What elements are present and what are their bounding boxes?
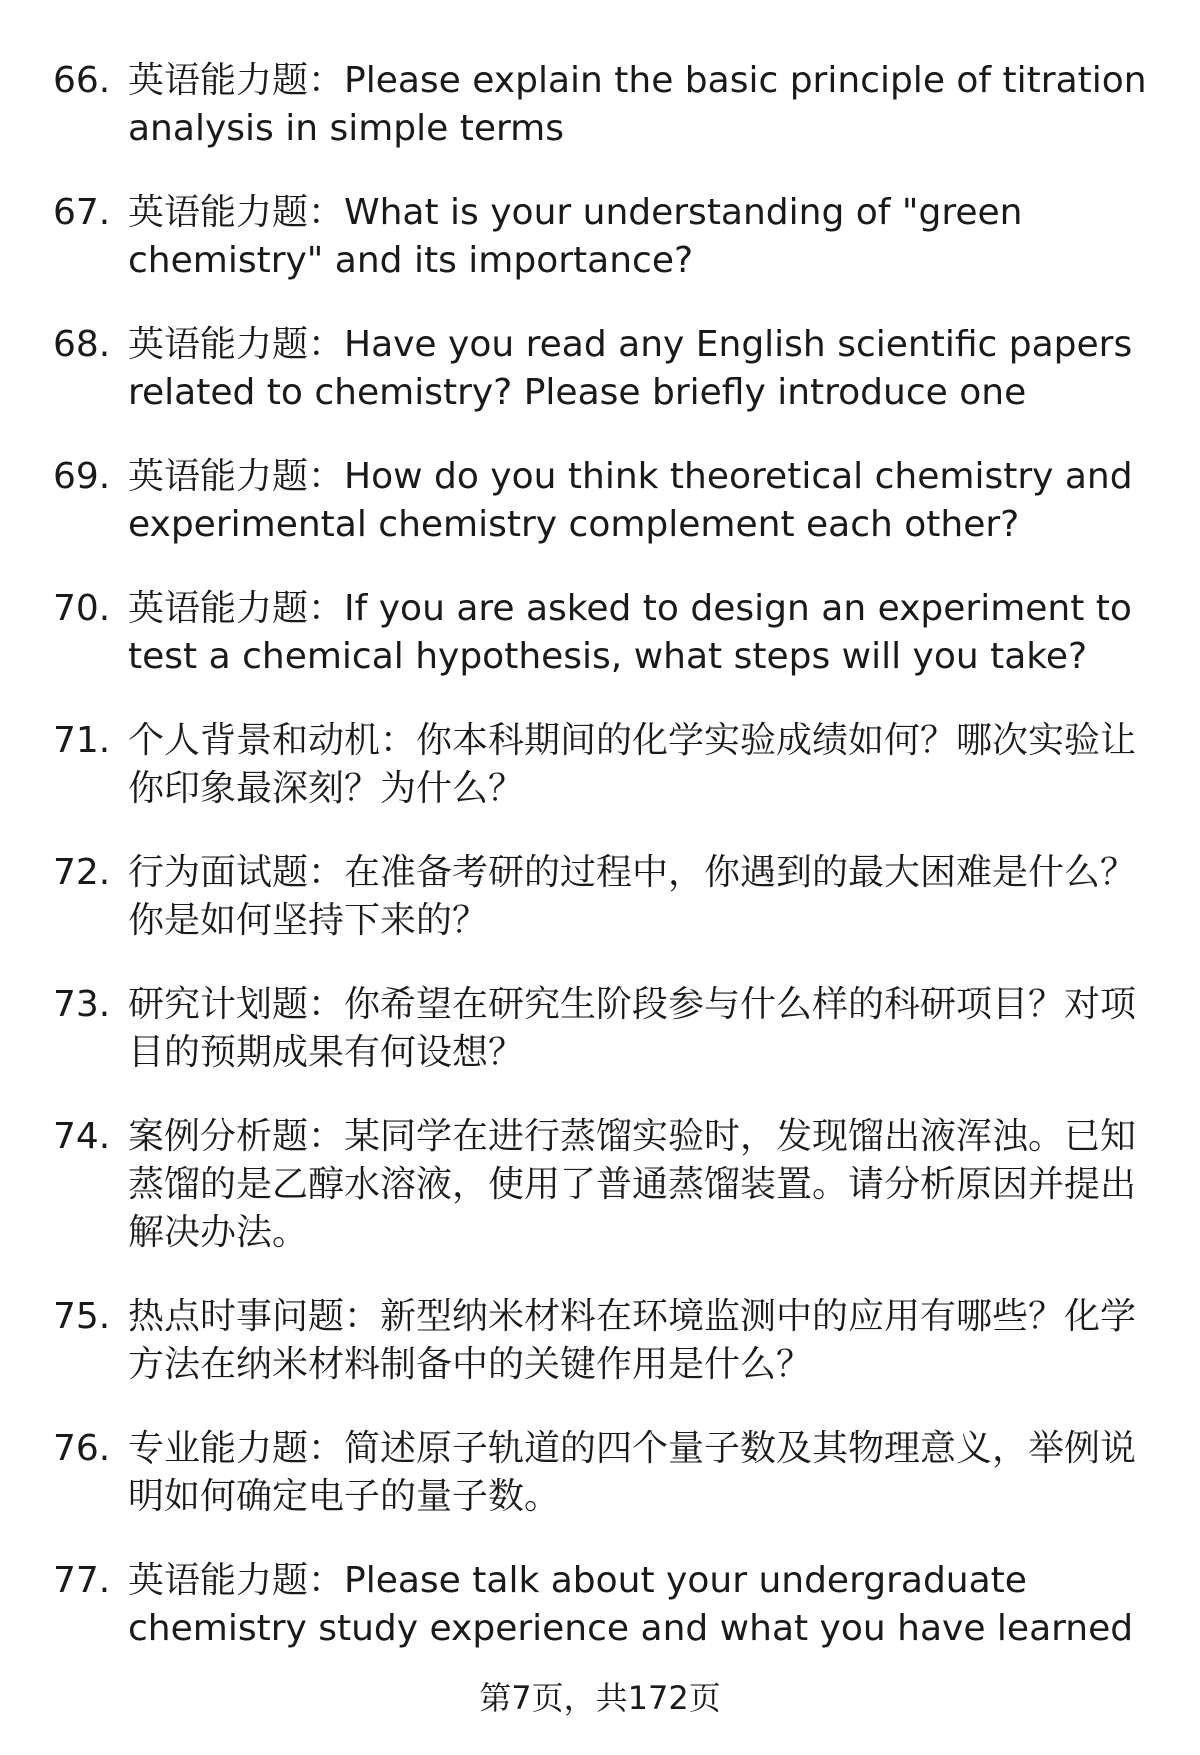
question-item [53,57,1163,153]
question-item [53,189,1163,285]
question-item [53,453,1163,549]
question-number: 71. [53,720,111,761]
question-number: 67. [53,192,111,233]
question-text: 英语能力题：Please talk about your undergraduate chemistry study experience and what you have learned [128,1560,1134,1649]
question-number: 70. [53,588,111,629]
question-number: 76. [53,1428,111,1469]
question-number: 74. [53,1116,111,1157]
question-item [53,1113,1163,1257]
question-text: 英语能力题：What is your understanding of "green chemistry" and its importance? [128,192,1023,281]
question-text: 英语能力题：How do you think theoretical chemistry and experimental chemistry complement each other? [128,456,1133,545]
question-item [53,585,1163,681]
question-number: 77. [53,1560,111,1601]
question-item [53,1557,1163,1653]
question-number: 72. [53,852,111,893]
question-text: 个人背景和动机：你本科期间的化学实验成绩如何？哪次实验让你印象最深刻？为什么？ [128,720,1137,809]
question-text: 行为面试题：在准备考研的过程中，你遇到的最大困难是什么？你是如何坚持下来的？ [128,852,1137,941]
question-number: 68. [53,324,111,365]
question-text: 英语能力题：If you are asked to design an experiment to test a chemical hypothesis, what steps will you take? [128,588,1132,677]
question-number: 73. [53,984,111,1025]
question-text: 案例分析题：某同学在进行蒸馏实验时，发现馏出液浑浊。已知蒸馏的是乙醇水溶液，使用了普通蒸馏装置。请分析原因并提出解决办法。 [128,1116,1137,1253]
question-text: 研究计划题：你希望在研究生阶段参与什么样的科研项目？对项目的预期成果有何设想？ [128,984,1137,1073]
question-item [53,1293,1163,1389]
question-number: 66. [53,60,111,101]
question-text: 热点时事问题：新型纳米材料在环境监测中的应用有哪些？化学方法在纳米材料制备中的关键作用是什么？ [128,1296,1137,1385]
question-item [53,981,1163,1077]
question-text: 英语能力题：Have you read any English scientific papers related to chemistry? Please briefly introduce one [128,324,1133,413]
question-number: 69. [53,456,111,497]
question-list [53,57,1163,1689]
page-number-footer: 第7页，共172页 [479,1679,721,1717]
question-text: 专业能力题：简述原子轨道的四个量子数及其物理意义，举例说明如何确定电子的量子数。 [128,1428,1137,1517]
question-item [53,849,1163,945]
question-item [53,321,1163,417]
question-item [53,1425,1163,1521]
question-item [53,717,1163,813]
question-number: 75. [53,1296,111,1337]
question-text: 英语能力题：Please explain the basic principle of titration analysis in simple terms [128,60,1147,149]
